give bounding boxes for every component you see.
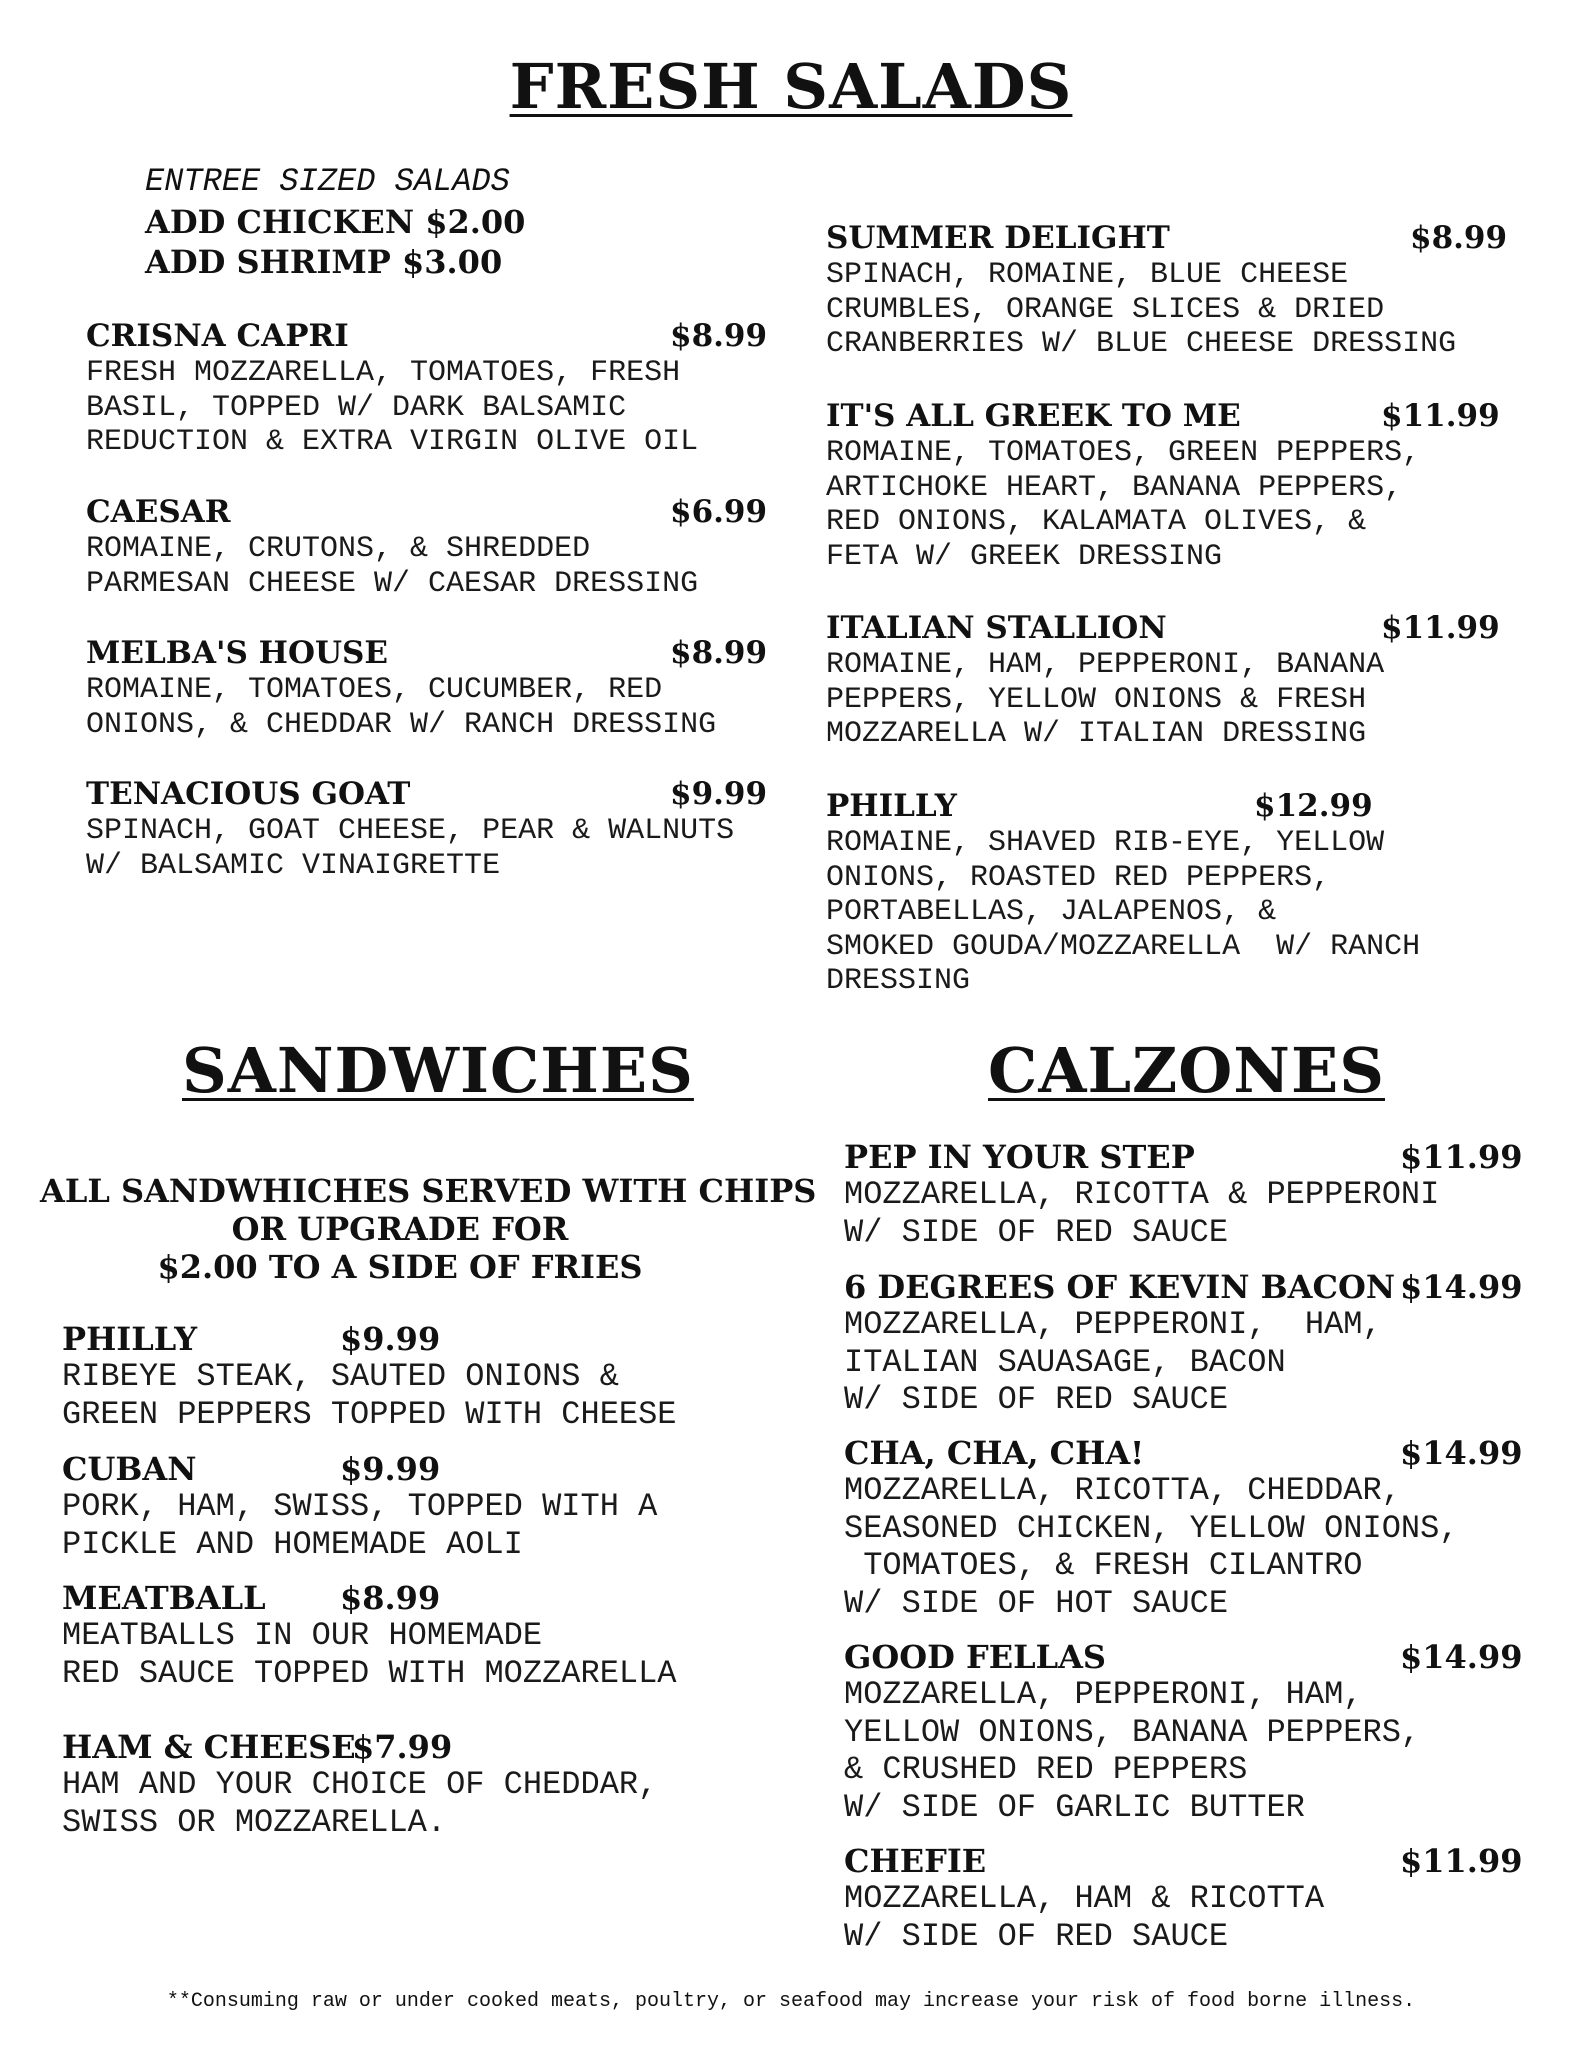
item-price: $9.99 (340, 1320, 441, 1358)
menu-item (826, 398, 1516, 574)
menu-item (86, 494, 766, 601)
item-name: MEATBALL (62, 1579, 266, 1617)
entree-note: ENTREE SIZED SALADS (145, 163, 510, 200)
menu-item (844, 1434, 1544, 1622)
item-name: CHEFIE (844, 1842, 987, 1880)
item-price: $12.99 (1254, 788, 1373, 824)
add-chicken-note: ADD CHICKEN $2.00 (145, 203, 526, 241)
item-name: CUBAN (62, 1450, 197, 1488)
item-price: $11.99 (1400, 1842, 1523, 1880)
item-name: PHILLY (62, 1320, 198, 1358)
item-description: ROMAINE, HAM, PEPPERONI, BANANA PEPPERS, YELLOW ONIONS & FRESH MOZZARELLA W/ ITALIAN DRESSING (826, 648, 1385, 751)
item-description: RIBEYE STEAK, SAUTED ONIONS & GREEN PEPPERS TOPPED WITH CHEESE (62, 1358, 677, 1433)
item-name: TENACIOUS GOAT (86, 776, 411, 812)
menu-item (826, 220, 1516, 362)
menu-item (62, 1579, 782, 1692)
menu-item (826, 610, 1516, 752)
menu-item (62, 1728, 762, 1841)
menu-item (844, 1268, 1544, 1419)
item-name: SUMMER DELIGHT (826, 220, 1170, 256)
sandwiches-note-line: $2.00 TO A SIDE OF FRIES (157, 1248, 643, 1286)
item-name: 6 DEGREES OF KEVIN BACON (844, 1268, 1396, 1306)
menu-item (62, 1450, 762, 1563)
item-description: PORK, HAM, SWISS, TOPPED WITH A PICKLE AND HOMEMADE AOLI (62, 1488, 658, 1563)
item-name: GOOD FELLAS (844, 1638, 1107, 1676)
item-description: MOZZARELLA, PEPPERONI, HAM, YELLOW ONIONS, BANANA PEPPERS, & CRUSHED RED PEPPERS W/ SIDE OF GARLIC BUTTER (844, 1676, 1421, 1826)
item-price: $8.99 (670, 635, 768, 671)
item-description: MOZZARELLA, HAM & RICOTTA W/ SIDE OF RED SAUCE (844, 1880, 1325, 1955)
sandwiches-title: SANDWICHES (182, 1034, 694, 1107)
item-name: CAESAR (86, 494, 231, 530)
item-description: HAM AND YOUR CHOICE OF CHEDDAR, SWISS OR MOZZARELLA. (62, 1766, 658, 1841)
salads-title: FRESH SALADS (509, 50, 1073, 123)
item-description: MOZZARELLA, RICOTTA, CHEDDAR, SEASONED CHICKEN, YELLOW ONIONS, TOMATOES, & FRESH CILANTRO W/ SIDE OF HOT SAUCE (844, 1472, 1459, 1622)
item-price: $9.99 (670, 776, 768, 812)
item-price: $7.99 (352, 1728, 453, 1766)
item-name: CHA, CHA, CHA! (844, 1434, 1145, 1472)
sandwiches-note-line: ALL SANDWHICHES SERVED WITH CHIPS (40, 1172, 817, 1210)
menu-item (86, 318, 766, 460)
menu-item (844, 1638, 1544, 1826)
item-price: $8.99 (340, 1579, 441, 1617)
item-name: PHILLY (826, 788, 957, 824)
calzones-title: CALZONES (988, 1034, 1386, 1107)
item-price: $11.99 (1381, 398, 1500, 434)
item-name: CRISNA CAPRI (86, 318, 349, 354)
sandwiches-note-line: OR UPGRADE FOR (231, 1210, 569, 1248)
item-price: $11.99 (1381, 610, 1500, 646)
item-price: $11.99 (1400, 1138, 1523, 1176)
item-price: $8.99 (670, 318, 768, 354)
item-description: MOZZARELLA, RICOTTA & PEPPERONI W/ SIDE OF RED SAUCE (844, 1176, 1440, 1251)
item-price: $9.99 (340, 1450, 441, 1488)
item-name: ITALIAN STALLION (826, 610, 1167, 646)
item-name: MELBA'S HOUSE (86, 635, 389, 671)
item-name: IT'S ALL GREEK TO ME (826, 398, 1241, 434)
item-description: MOZZARELLA, PEPPERONI, HAM, ITALIAN SAUASAGE, BACON W/ SIDE OF RED SAUCE (844, 1306, 1382, 1418)
item-price: $6.99 (670, 494, 768, 530)
item-description: FRESH MOZZARELLA, TOMATOES, FRESH BASIL, TOPPED W/ DARK BALSAMIC REDUCTION & EXTRA VIRGIN OLIVE OIL (86, 356, 699, 459)
item-name: PEP IN YOUR STEP (844, 1138, 1195, 1176)
menu-item (62, 1320, 762, 1433)
salads-note (145, 162, 525, 282)
item-price: $14.99 (1400, 1434, 1523, 1472)
item-description: SPINACH, ROMAINE, BLUE CHEESE CRUMBLES, ORANGE SLICES & DRIED CRANBERRIES W/ BLUE CHEESE DRESSING (826, 258, 1457, 361)
item-price: $8.99 (1410, 220, 1508, 256)
item-description: ROMAINE, TOMATOES, CUCUMBER, RED ONIONS, & CHEDDAR W/ RANCH DRESSING (86, 673, 717, 742)
menu-item (86, 776, 776, 883)
menu-item (844, 1138, 1544, 1251)
item-description: MEATBALLS IN OUR HOMEMADE RED SAUCE TOPPED WITH MOZZARELLA (62, 1617, 677, 1692)
item-description: ROMAINE, CRUTONS, & SHREDDED PARMESAN CHEESE W/ CAESAR DRESSING (86, 532, 699, 601)
item-price: $14.99 (1400, 1268, 1523, 1306)
item-description: ROMAINE, SHAVED RIB-EYE, YELLOW ONIONS, ROASTED RED PEPPERS, PORTABELLAS, JALAPENOS, & SMOKED GOUDA/MOZZARELLA W/ RANCH DRESSING (826, 826, 1421, 998)
item-name: HAM & CHEESE (62, 1728, 356, 1766)
sandwiches-note (40, 1172, 817, 1286)
menu-item (86, 635, 766, 742)
item-description: SPINACH, GOAT CHEESE, PEAR & WALNUTS W/ BALSAMIC VINAIGRETTE (86, 814, 735, 883)
item-description: ROMAINE, TOMATOES, GREEN PEPPERS, ARTICHOKE HEART, BANANA PEPPERS, RED ONIONS, KALAMATA OLIVES, & FETA W/ GREEK DRESSING (826, 436, 1421, 574)
item-price: $14.99 (1400, 1638, 1523, 1676)
menu-item (844, 1842, 1544, 1955)
add-shrimp-note: ADD SHRIMP $3.00 (145, 243, 503, 281)
food-safety-disclaimer: **Consuming raw or under cooked meats, poultry, or seafood may increase your risk of food borne illness. (166, 1990, 1416, 2013)
menu-item (826, 788, 1526, 999)
